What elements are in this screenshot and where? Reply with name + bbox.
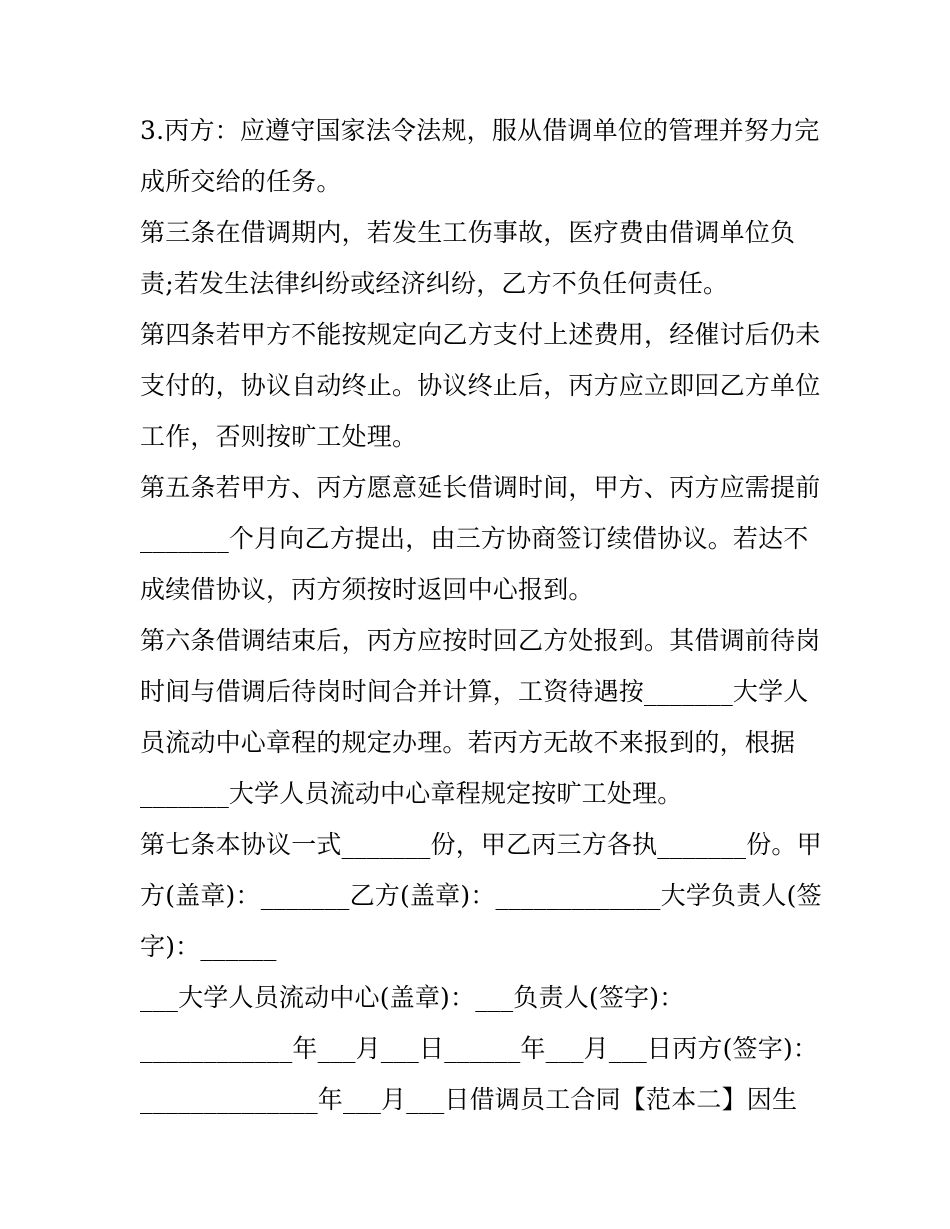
- document-page: [140, 105, 830, 1125]
- text-line: ___大学人员流动中心(盖章)：___负责人(签字)：: [140, 983, 685, 1012]
- text-line: 成续借协议，丙方须按时返回中心报到。: [140, 575, 594, 604]
- text-line: _______大学人员流动中心章程规定按旷工处理。: [140, 779, 683, 808]
- text-line: 第三条在借调期内，若发生工伤事故，医疗费由借调单位负: [140, 218, 796, 247]
- text-line: 第六条借调结束后，丙方应按时回乙方处报到。其借调前待岗: [140, 626, 821, 655]
- text-line: 员流动中心章程的规定办理。若丙方无故不来报到的，根据: [140, 728, 796, 757]
- text-line: 责;若发生法律纠纷或经济纠纷，乙方不负任何责任。: [140, 269, 729, 298]
- text-line: _______个月向乙方提出，由三方协商签订续借协议。若达不: [140, 524, 809, 553]
- text-line: 工作，否则按旷工处理。: [140, 422, 418, 451]
- text-line: 方(盖章)：_______乙方(盖章)：_____________大学负责人(签: [140, 881, 822, 910]
- text-line: 第四条若甲方不能按规定向乙方支付上述费用，经催讨后仍未: [140, 320, 821, 349]
- text-line: 字)：______: [140, 932, 277, 961]
- text-line: 第七条本协议一式_______份，甲乙丙三方各执_______份。甲: [140, 830, 822, 859]
- text-line: ______________年___月___日借调员工合同【范本二】因生: [140, 1085, 798, 1114]
- text-line: 第五条若甲方、丙方愿意延长借调时间，甲方、丙方应需提前: [140, 473, 821, 502]
- text-line: 时间与借调后待岗时间合并计算，工资待遇按_______大学人: [140, 677, 809, 706]
- text-line: ____________年___月___日______年___月___日丙方(签字)：: [140, 1034, 819, 1063]
- text-line: 成所交给的任务。: [140, 167, 342, 196]
- text-line: 3.丙方：应遵守国家法令法规，服从借调单位的管理并努力完: [140, 116, 820, 145]
- text-line: 支付的，协议自动终止。协议终止后，丙方应立即回乙方单位: [140, 371, 821, 400]
